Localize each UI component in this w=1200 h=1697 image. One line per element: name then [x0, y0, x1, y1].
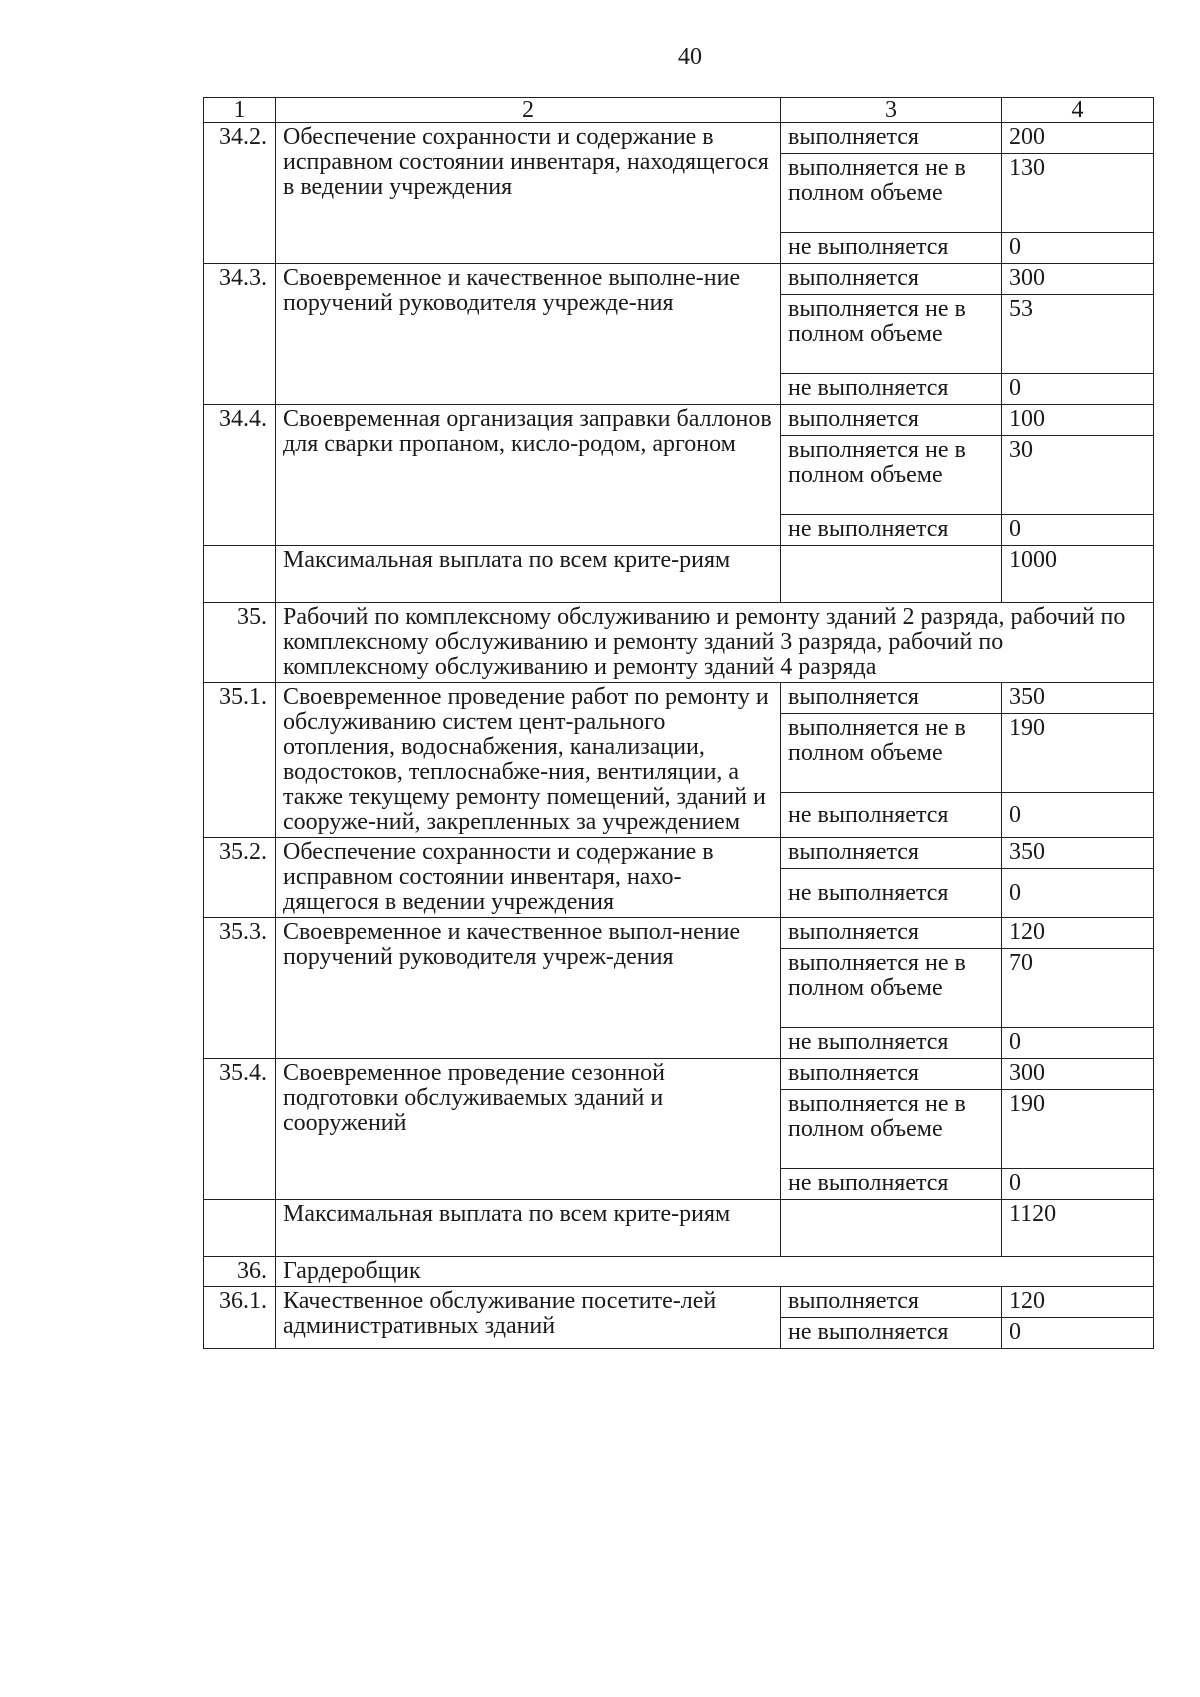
column-header-4: 4 [1002, 98, 1154, 123]
value-cell: 300 [1002, 1059, 1154, 1090]
table-header-row [204, 98, 1154, 123]
value-cell: 120 [1002, 918, 1154, 949]
status-cell: выполняется не в полном объеме [781, 154, 1002, 233]
status-cell: выполняется не в полном объеме [781, 714, 1002, 793]
value-cell: 100 [1002, 405, 1154, 436]
status-cell: не выполняется [781, 1028, 1002, 1059]
value-cell: 70 [1002, 949, 1154, 1028]
row-number: 34.4. [204, 405, 276, 546]
value-cell: 0 [1002, 1318, 1154, 1349]
empty-cell [781, 1200, 1002, 1257]
empty-cell [781, 546, 1002, 603]
empty-cell [204, 546, 276, 603]
row-number: 36. [204, 1257, 276, 1287]
table-row [204, 264, 1154, 295]
value-cell: 200 [1002, 123, 1154, 154]
row-number: 35.2. [204, 838, 276, 918]
table-row [204, 838, 1154, 869]
status-cell: не выполняется [781, 869, 1002, 918]
status-cell: не выполняется [781, 1169, 1002, 1200]
table-row [204, 1059, 1154, 1090]
criterion-description: Своевременное проведение сезонной подготовки обслуживаемых зданий и сооружений [276, 1059, 781, 1200]
status-cell: не выполняется [781, 515, 1002, 546]
row-number: 35. [204, 603, 276, 683]
value-cell: 0 [1002, 233, 1154, 264]
value-cell: 190 [1002, 1090, 1154, 1169]
row-number: 36.1. [204, 1287, 276, 1349]
table-row [204, 603, 1154, 683]
row-number: 35.4. [204, 1059, 276, 1200]
column-header-3: 3 [781, 98, 1002, 123]
value-cell: 130 [1002, 154, 1154, 233]
value-cell: 190 [1002, 714, 1154, 793]
table-row [204, 1200, 1154, 1257]
row-number: 35.1. [204, 683, 276, 838]
table-row [204, 1257, 1154, 1287]
row-number: 35.3. [204, 918, 276, 1059]
table-row [204, 123, 1154, 154]
max-payment-label: Максимальная выплата по всем крите-риям [276, 1200, 781, 1257]
status-cell: выполняется [781, 1287, 1002, 1318]
column-header-1: 1 [204, 98, 276, 123]
status-cell: выполняется не в полном объеме [781, 295, 1002, 374]
status-cell: выполняется [781, 405, 1002, 436]
status-cell: выполняется [781, 838, 1002, 869]
status-cell: выполняется не в полном объеме [781, 1090, 1002, 1169]
criterion-description: Своевременное проведение работ по ремонту и обслуживанию систем цент-рального отопления, водоснабжения, канализации, водостоков, теплоснабже-ния, вентиляции, а также текущему ремонту помещений, зданий и сооруже-ний, закрепленных за учреждением [276, 683, 781, 838]
criterion-description: Своевременное и качественное выполне-ние поручений руководителя учрежде-ния [276, 264, 781, 405]
status-cell: не выполняется [781, 233, 1002, 264]
max-payment-value: 1120 [1002, 1200, 1154, 1257]
criterion-description: Своевременная организация заправки баллонов для сварки пропаном, кисло-родом, аргоном [276, 405, 781, 546]
table-row [204, 683, 1154, 714]
value-cell: 350 [1002, 838, 1154, 869]
value-cell: 53 [1002, 295, 1154, 374]
status-cell: не выполняется [781, 374, 1002, 405]
value-cell: 0 [1002, 1169, 1154, 1200]
table-row [204, 546, 1154, 603]
criterion-description: Обеспечение сохранности и содержание в исправном состоянии инвентаря, находящегося в ведении учреждения [276, 123, 781, 264]
value-cell: 0 [1002, 515, 1154, 546]
value-cell: 300 [1002, 264, 1154, 295]
position-title: Гардеробщик [276, 1257, 1154, 1287]
criterion-description: Своевременное и качественное выпол-нение поручений руководителя учреж-дения [276, 918, 781, 1059]
max-payment-value: 1000 [1002, 546, 1154, 603]
row-number: 34.3. [204, 264, 276, 405]
column-header-2: 2 [276, 98, 781, 123]
status-cell: не выполняется [781, 1318, 1002, 1349]
value-cell: 0 [1002, 793, 1154, 838]
value-cell: 120 [1002, 1287, 1154, 1318]
criterion-description: Качественное обслуживание посетите-лей административных зданий [276, 1287, 781, 1349]
status-cell: выполняется [781, 123, 1002, 154]
value-cell: 350 [1002, 683, 1154, 714]
table-row [204, 1287, 1154, 1318]
max-payment-label: Максимальная выплата по всем крите-риям [276, 546, 781, 603]
status-cell: не выполняется [781, 793, 1002, 838]
row-number: 34.2. [204, 123, 276, 264]
status-cell: выполняется [781, 918, 1002, 949]
criteria-table [203, 97, 1154, 1349]
position-title: Рабочий по комплексному обслуживанию и ремонту зданий 2 разряда, рабочий по комплексному обслуживанию и ремонту зданий 3 разряда, рабочий по комплексному обслуживанию и ремонту зданий 4 разряда [276, 603, 1154, 683]
table-row [204, 918, 1154, 949]
status-cell: выполняется [781, 1059, 1002, 1090]
value-cell: 0 [1002, 1028, 1154, 1059]
value-cell: 30 [1002, 436, 1154, 515]
status-cell: выполняется [781, 264, 1002, 295]
empty-cell [204, 1200, 276, 1257]
criterion-description: Обеспечение сохранности и содержание в исправном состоянии инвентаря, нахо-дящегося в ведении учреждения [276, 838, 781, 918]
status-cell: выполняется [781, 683, 1002, 714]
value-cell: 0 [1002, 869, 1154, 918]
status-cell: выполняется не в полном объеме [781, 436, 1002, 515]
page-number: 40 [678, 44, 702, 70]
table-row [204, 405, 1154, 436]
value-cell: 0 [1002, 374, 1154, 405]
status-cell: выполняется не в полном объеме [781, 949, 1002, 1028]
